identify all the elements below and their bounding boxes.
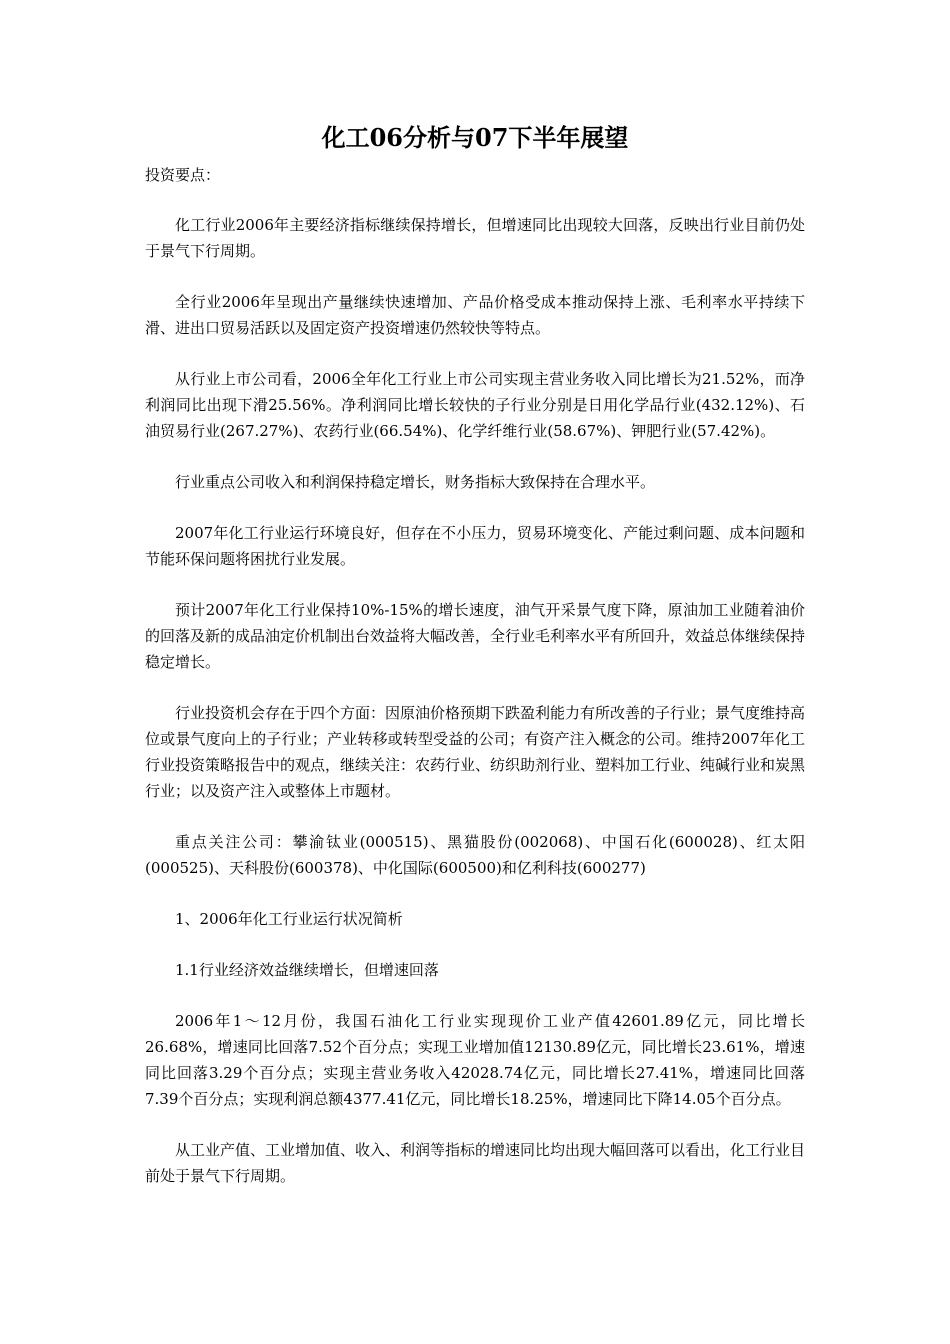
paragraph-2007-environment: 2007年化工行业运行环境良好，但存在不小压力，贸易环境变化、产能过剩问题、成本问题和节能环保问题将困扰行业发展。 [145, 524, 805, 568]
paragraph-focus-companies: 重点关注公司：攀渝钛业(000515)、黑猫股份(002068)、中国石化(600028)、红太阳(000525)、天科股份(600378)、中化国际(600500)和亿利科技(600277) [145, 833, 805, 877]
paragraph-industry-summary: 化工行业2006年主要经济指标继续保持增长，但增速同比出现较大回落，反映出行业目前仍处于景气下行周期。 [145, 216, 805, 260]
section-heading-1-1: 1.1行业经济效益继续增长，但增速回落 [175, 961, 439, 979]
paragraph-listed-companies: 从行业上市公司看，2006全年化工行业上市公司实现主营业务收入同比增长为21.52%，而净利润同比出现下滑25.56%。净利润同比增长较快的子行业分别是日用化学品行业(432.12%)、石油贸易行业(267.27%)、农药行业(66.54%)、化学纤维行业(58.67%)、钾肥行业(57.42%)。 [145, 370, 805, 440]
investment-points-label: 投资要点： [145, 166, 221, 184]
paragraph-2007-forecast: 预计2007年化工行业保持10%-15%的增长速度，油气开采景气度下降，原油加工业随着油价的回落及新的成品油定价机制出台效益将大幅改善，全行业毛利率水平有所回升，效益总体继续保持稳定增长。 [145, 601, 806, 671]
paragraph-industry-characteristics: 全行业2006年呈现出产量继续快速增加、产品价格受成本推动保持上涨、毛利率水平持续下滑、进出口贸易活跃以及固定资产投资增速仍然较快等特点。 [145, 293, 805, 337]
paragraph-downturn-conclusion: 从工业产值、工业增加值、收入、利润等指标的增速同比均出现大幅回落可以看出，化工行业目前处于景气下行周期。 [145, 1141, 806, 1185]
paragraph-key-companies: 行业重点公司收入和利润保持稳定增长，财务指标大致保持在合理水平。 [175, 473, 656, 491]
section-heading-1: 1、2006年化工行业运行状况简析 [175, 910, 403, 928]
paragraph-2006-statistics: 2006年1～12月份，我国石油化工行业实现现价工业产值42601.89亿元，同比增长26.68%，增速同比回落7.52个百分点；实现工业增加值12130.89亿元，同比增长23.61%，增速同比回落3.29个百分点；实现主营业务收入42028.74亿元，同比增长27.41%，增速同比回落7.39个百分点；实现利润总额4377.41亿元，同比增长18.25%，增速同比下降14.05个百分点。 [145, 1012, 805, 1108]
paragraph-investment-opportunities: 行业投资机会存在于四个方面：因原油价格预期下跌盈利能力有所改善的子行业；景气度维持高位或景气度向上的子行业；产业转移或转型受益的公司；有资产注入概念的公司。维持2007年化工行业投资策略报告中的观点，继续关注：农药行业、纺织助剂行业、塑料加工行业、纯碱行业和炭黑行业；以及资产注入或整体上市题材。 [145, 704, 806, 800]
document-title: 化工06分析与07下半年展望 [321, 123, 629, 152]
